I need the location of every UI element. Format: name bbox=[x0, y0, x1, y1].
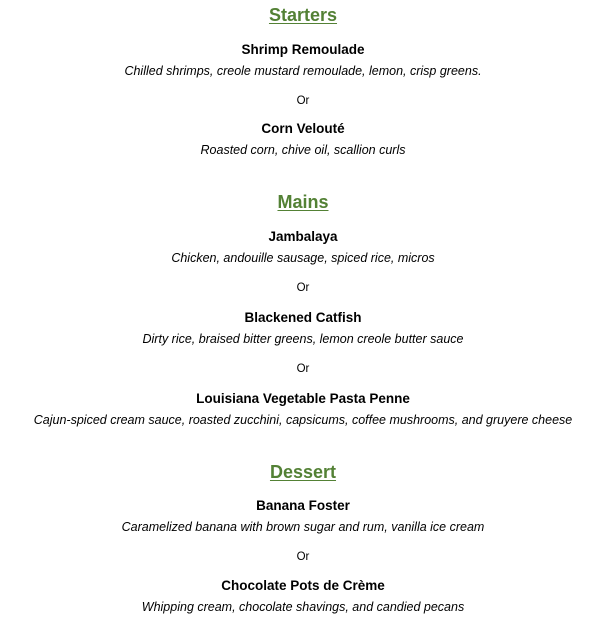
dish-name: Louisiana Vegetable Pasta Penne bbox=[196, 391, 410, 406]
dish-description: Chilled shrimps, creole mustard remoulade, lemon, crisp greens. bbox=[124, 64, 482, 78]
section-title-starters: Starters bbox=[268, 5, 338, 25]
dish-description: Dirty rice, braised bitter greens, lemon creole butter sauce bbox=[142, 332, 464, 346]
dish-description: Chicken, andouille sausage, spiced rice, micros bbox=[171, 251, 435, 265]
dish-name: Shrimp Remoulade bbox=[241, 42, 365, 57]
dish-description: Roasted corn, chive oil, scallion curls bbox=[200, 143, 406, 157]
or-separator: Or bbox=[296, 282, 310, 294]
dish-name: Chocolate Pots de Crème bbox=[221, 578, 385, 593]
or-separator: Or bbox=[296, 363, 310, 375]
dish-description: Cajun-spiced cream sauce, roasted zucchini, capsicums, coffee mushrooms, and gruyere cheese bbox=[33, 413, 573, 427]
dish-name: Blackened Catfish bbox=[244, 310, 362, 325]
section-title-mains: Mains bbox=[277, 192, 329, 212]
or-separator: Or bbox=[296, 95, 310, 107]
dish-name: Jambalaya bbox=[268, 229, 338, 244]
section-title-dessert: Dessert bbox=[269, 462, 337, 482]
dish-name: Banana Foster bbox=[256, 498, 350, 513]
dish-name: Corn Velouté bbox=[261, 121, 345, 136]
dish-description: Caramelized banana with brown sugar and rum, vanilla ice cream bbox=[121, 520, 485, 534]
dish-description: Whipping cream, chocolate shavings, and candied pecans bbox=[141, 600, 465, 614]
or-separator: Or bbox=[296, 551, 310, 563]
